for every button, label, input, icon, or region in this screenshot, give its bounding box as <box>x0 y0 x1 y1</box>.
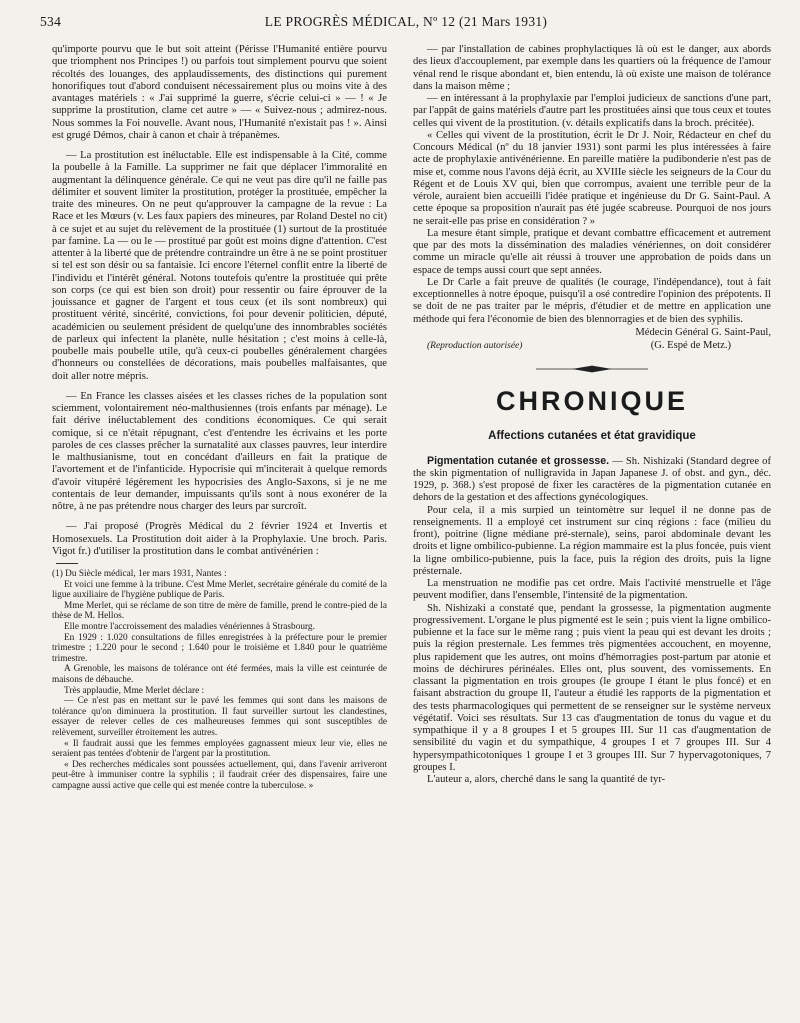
footnote: Elle montre l'accroissement des maladies vénériennes à Strasbourg. <box>64 621 315 632</box>
paragraph: — La prostitution est inéluctable. Elle est indispensable à la Cité, comme la poubelle à la Famille. La supprimer ne fait que déplacer l'immoralité en augmentant la délinquence générale. Ce qui ne veut pas dire qu'il ne faille pas délimiter et souvent limiter la prostitution, protéger la prostituée, empêcher la traite des mineures. On ne peut qu'approuver la campagne de la revue : La Race et les Mœurs (v. Les faux papiers des mineures, par Roland Destel no cit) à ce sujet et au sujet du relèvement de la prostituée (1) surtout de la prostituée par famine. La — ou le — prostitué par goût est moins digne d'attention. C'est attenter à la liberté que de prétendre contraindre un être à ne se point prostituer si tel est son désir ou sa fantaisie. Ici encore l'éternel conflit entre la liberté de l'individu et l'intérêt général. Notons toutefois qu'entre la prostituée qui prête son corps (ce qui est bien son droit) pour ressentir ou faire éprouver de la jouissance et gagner de l'argent et tous ceux (et ils sont nombreux) qui prostituent vérité, sincérité, convictions, foi pour devenir politicien, député, académicien ou seulement président de quelqu'une des innombrables sociétés de parleux qui infectent la planète, nulle hésitation ; c'est moins à celle-là, poubelle mais poubelle utile, qu'à ceux-ci poubelles généralement chargées d'honneurs ou constellées de décorations, mais poubelles malfaisantes, que doit aller notre mépris. <box>52 150 387 382</box>
paragraph: — J'ai proposé (Progrès Médical du 2 février 1924 et Invertis et Homosexuels. La Prostitution doit aider à la Prophylaxie. Une broch. Paris. Vigot fr.) d'utiliser la prostitution dans le combat antivénérien : <box>52 521 387 557</box>
article-paragraph <box>413 455 771 505</box>
footnote: Mme Merlet, qui se réclame de son titre de mère de famille, prend le contre-pied de la thèse de M. Hellos. <box>52 600 387 622</box>
footnote: A Grenoble, les maisons de tolérance ont été fermées, mais la ville est ceinturée de maisons de débauche. <box>52 664 387 685</box>
footnote: « Des recherches médicales sont poussées actuellement, qui, dans l'avenir arriveront peut-être à immuniser contre la syphilis ; il faudrait créer des dispensaires, faire une campagne aussi active que celle qui est menée contre la tuberculose. » <box>52 759 387 791</box>
paragraph: « Celles qui vivent de la prostitution, écrit le Dr J. Noir, Rédacteur en chef du Concours Médical (nº du 18 janvier 1931) sont parmi les plus intéressées à faire acte de prophylaxie antivénérienne. En pareille matière la pudibonderie n'est pas de mise et, comme nous l'avons déjà écrit, au XVIIIe siècle les seigneurs de la Cour du Régent et de Louis XV qui, bien que corrompus, avaient une terrible peur de la vérole, auraient bien accueilli l'idée pratique et ingénieuse du Dr G. Saint-Paul. A cette époque sa proposition n'aurait pas été jugée scabreuse. Pourquoi de nos jours ne serait-elle pas prise en considération ? » <box>413 129 771 227</box>
footnotes <box>52 569 387 791</box>
footnote: (1) Du Siècle médical, 1er mars 1931, Nantes : <box>52 569 227 579</box>
signature-row <box>413 340 771 352</box>
article-paragraph: La menstruation ne modifie pas cet ordre. Mais l'activité menstruelle et l'âge peuvent modifier, dans l'ensemble, l'intensité de la pigmentation. <box>413 578 771 602</box>
journal-title: LE PROGRÈS MÉDICAL, Nº 12 (21 Mars 1931) <box>264 14 548 29</box>
article-paragraph: Sh. Nishizaki a constaté que, pendant la grossesse, la pigmentation augmente progressivement. L'organe le plus pigmenté est le sein ; puis vient la ligne ombilico-pubienne et la face sur le même rang ; puis vient la peau qui est devant les droits ; puis la région presternale. Les femmes très pigmentées accouchent, en moyenne, plus rapidement que les autres, ont moins d'hémorragies post-partum par atonie et moins de déchirures périnéales. Elles ont, plus souvent, des vomissements. En classant la pigmentation en trois groupes (le groupe I étant le plus foncé) et en faisant abstraction du groupe II, l'auteur a étudié les rapports de la pigmentation et des tests pharmacologiques qui permettent de se renseigner sur le système nerveux végétatif. Voici ses résultats. Sur 13 cas d'augmentation de tonus du vague et du sympathique il y a 8 groupes I et 5 groupes III. Sur 11 cas d'augmentation de sensibilité du vagin et du sympathique, 4 groupes I et 7 groupes III. Sur 4 hypersympathicotoniques 1 groupe I et 3 groupes III. Sur 7 hypervagotoniques, 7 groupes I. <box>413 602 771 773</box>
paragraph: Le Dr Carle a fait preuve de qualités (le courage, l'indépendance), tout à fait exceptionnelles à notre époque, puisqu'il a osé contredire l'opinion des prépotents. Il se doit de ne pas traiter par le mépris, d'étudier et de mettre en application une méthode qui fera l'économie de bien des blennorragies et de bien des syphilis. <box>413 276 771 325</box>
footnote: — Ce n'est pas en mettant sur le pavé les femmes qui sont dans les maisons de tolérance qu'on diminuera la prostitution. Il faut surveiller surtout les clandestines, essayer de relever celles de ces malheureuses femmes qui sont susceptibles de relèvement, surveiller étroitement les autres. <box>52 696 387 738</box>
paragraph: — En France les classes aisées et les classes riches de la population sont sciemment, volontairement néo-malthusiennes (trois enfants par ménage). Le fait dérive inéluctablement des conditions économiques. Ce qui serait comique, si ce n'était répugnant, c'est d'entendre les écrivains et les porte paroles de ces classes prêcher la surnatalité aux classes pauvres, leur interdire le malthusianisme, tout en concédant d'ailleurs en fait la pratique de l'avortement et de l'infanticide. Hypocrisie qui m'inciterait à quelque remords d'avoir vitupéré légèrement les hypocrisies des Anglo-Saxons, si je ne me contentais de leur demander, impuissants qu'ils sont à nous exonérer de la nôtre, à ne pas prétendre nous charger des leurs par surcroît. <box>52 390 387 512</box>
left-column <box>52 44 387 791</box>
ornament-divider-icon <box>532 364 652 374</box>
article-paragraph: L'auteur a, alors, cherché dans le sang la quantité de tyr- <box>427 774 666 785</box>
footnote: Et voici une femme à la tribune. C'est Mme Merlet, secrétaire générale du comité de la ligue auxiliaire de l'hygiène publique de Paris. <box>52 579 387 601</box>
footnote: En 1929 : 1.020 consultations de filles enregistrées à la préfecture pour le premier trimestre ; 1.220 pour le second ; 1.640 pour le troisième et 1.840 pour le quatrième trimestre. <box>52 632 387 664</box>
page-number: 534 <box>40 14 62 29</box>
paragraph: — par l'installation de cabines prophylactiques là où est le danger, aux abords des lieux d'accouplement, par exemple dans les quartiers où la fréquence de l'amour vénal rend le risque abondant et, bien entendu, là où existe une maison de tolérance dans la maison même ; <box>413 44 771 92</box>
running-header <box>40 12 772 32</box>
footnote: « Il faudrait aussi que les femmes employées gagnassent mieux leur vie, elles ne seraient pas tentées d'obtenir de l'argent par la prostitution. <box>52 738 387 760</box>
article-subtitle: Affections cutanées et état gravidique <box>488 430 696 443</box>
article-paragraph: Pour cela, il a mis surpied un teintomètre sur lequel il ne donne pas de renseignements. Il a employé cet instrument sur cinq régions : face (milieu du front), poitrine (ligne médiane pré-sternale), seins, paroi abdominale devant les droits et ligne ombilico-pubienne. La région mammaire est la plus foncée, puis vient la ligne ombilico-pubienne, puis la face, puis la région des droits, puis la ligne présternale. <box>413 504 771 577</box>
author-location: (G. Espé de Metz.) <box>650 340 731 351</box>
footnote-separator <box>56 563 78 564</box>
author-signature: Médecin Général G. Saint-Paul, <box>635 326 771 338</box>
footnote: Très applaudie, Mme Merlet déclare : <box>64 685 205 696</box>
article-runin-heading: Pigmentation cutanée et grossesse. <box>427 454 610 467</box>
paragraph: qu'importe pourvu que le but soit atteint (Périsse l'Humanité entière pourvu que triomphent nos Principes !) ou parfois tout simplement pourvu que soient récoltés des louanges, des applaudissements, des distinctions qui purement honorifiques tout d'abord conduisent nécessairement plus ou moins vite à des avantages matériels : « J'ai supprimé la guerre, s'écrie celui-ci » — ! « Je supprime la prostitution, clame cet autre » — « Suivez-nous ; admirez-nous. Nous sommes la Foi nouvelle. Avant nous, l'Humanité n'existait pas ! ». Ainsi est grugé Démos, chair à canon et chair à trépanèmes. <box>52 44 387 141</box>
reproduction-note: (Reproduction autorisée) <box>427 341 523 351</box>
article-lead: — Sh. Nishizaki (Standard degree of the skin pigmentation of nulligravida in Japan Japanese J. of obst. and gyn., déc. 1929, p. 368.) s'est proposé de fixer les caractères de la pigmentation cutanée en dehors de la gestation et des affections gynécologiques. <box>413 455 771 504</box>
right-column <box>413 44 771 786</box>
section-title: CHRONIQUE <box>495 386 688 417</box>
paragraph: — en intéressant à la prophylaxie par l'emploi judicieux de sanctions d'une part, par l'appât de gains matériels d'autre part les prostituées ainsi que tous ceux et toutes celles qui vivent de la prostitution. (v. détails explicatifs dans la broch. précitée). <box>413 93 772 129</box>
paragraph: La mesure étant simple, pratique et devant combattre efficacement et autrement que par des mots la dissémination des maladies vénériennes, on doit considérer comme un miracle qu'elle ait réussi à trouver une approbation de poids dans un espace de temps aussi court que sept années. <box>413 227 771 276</box>
